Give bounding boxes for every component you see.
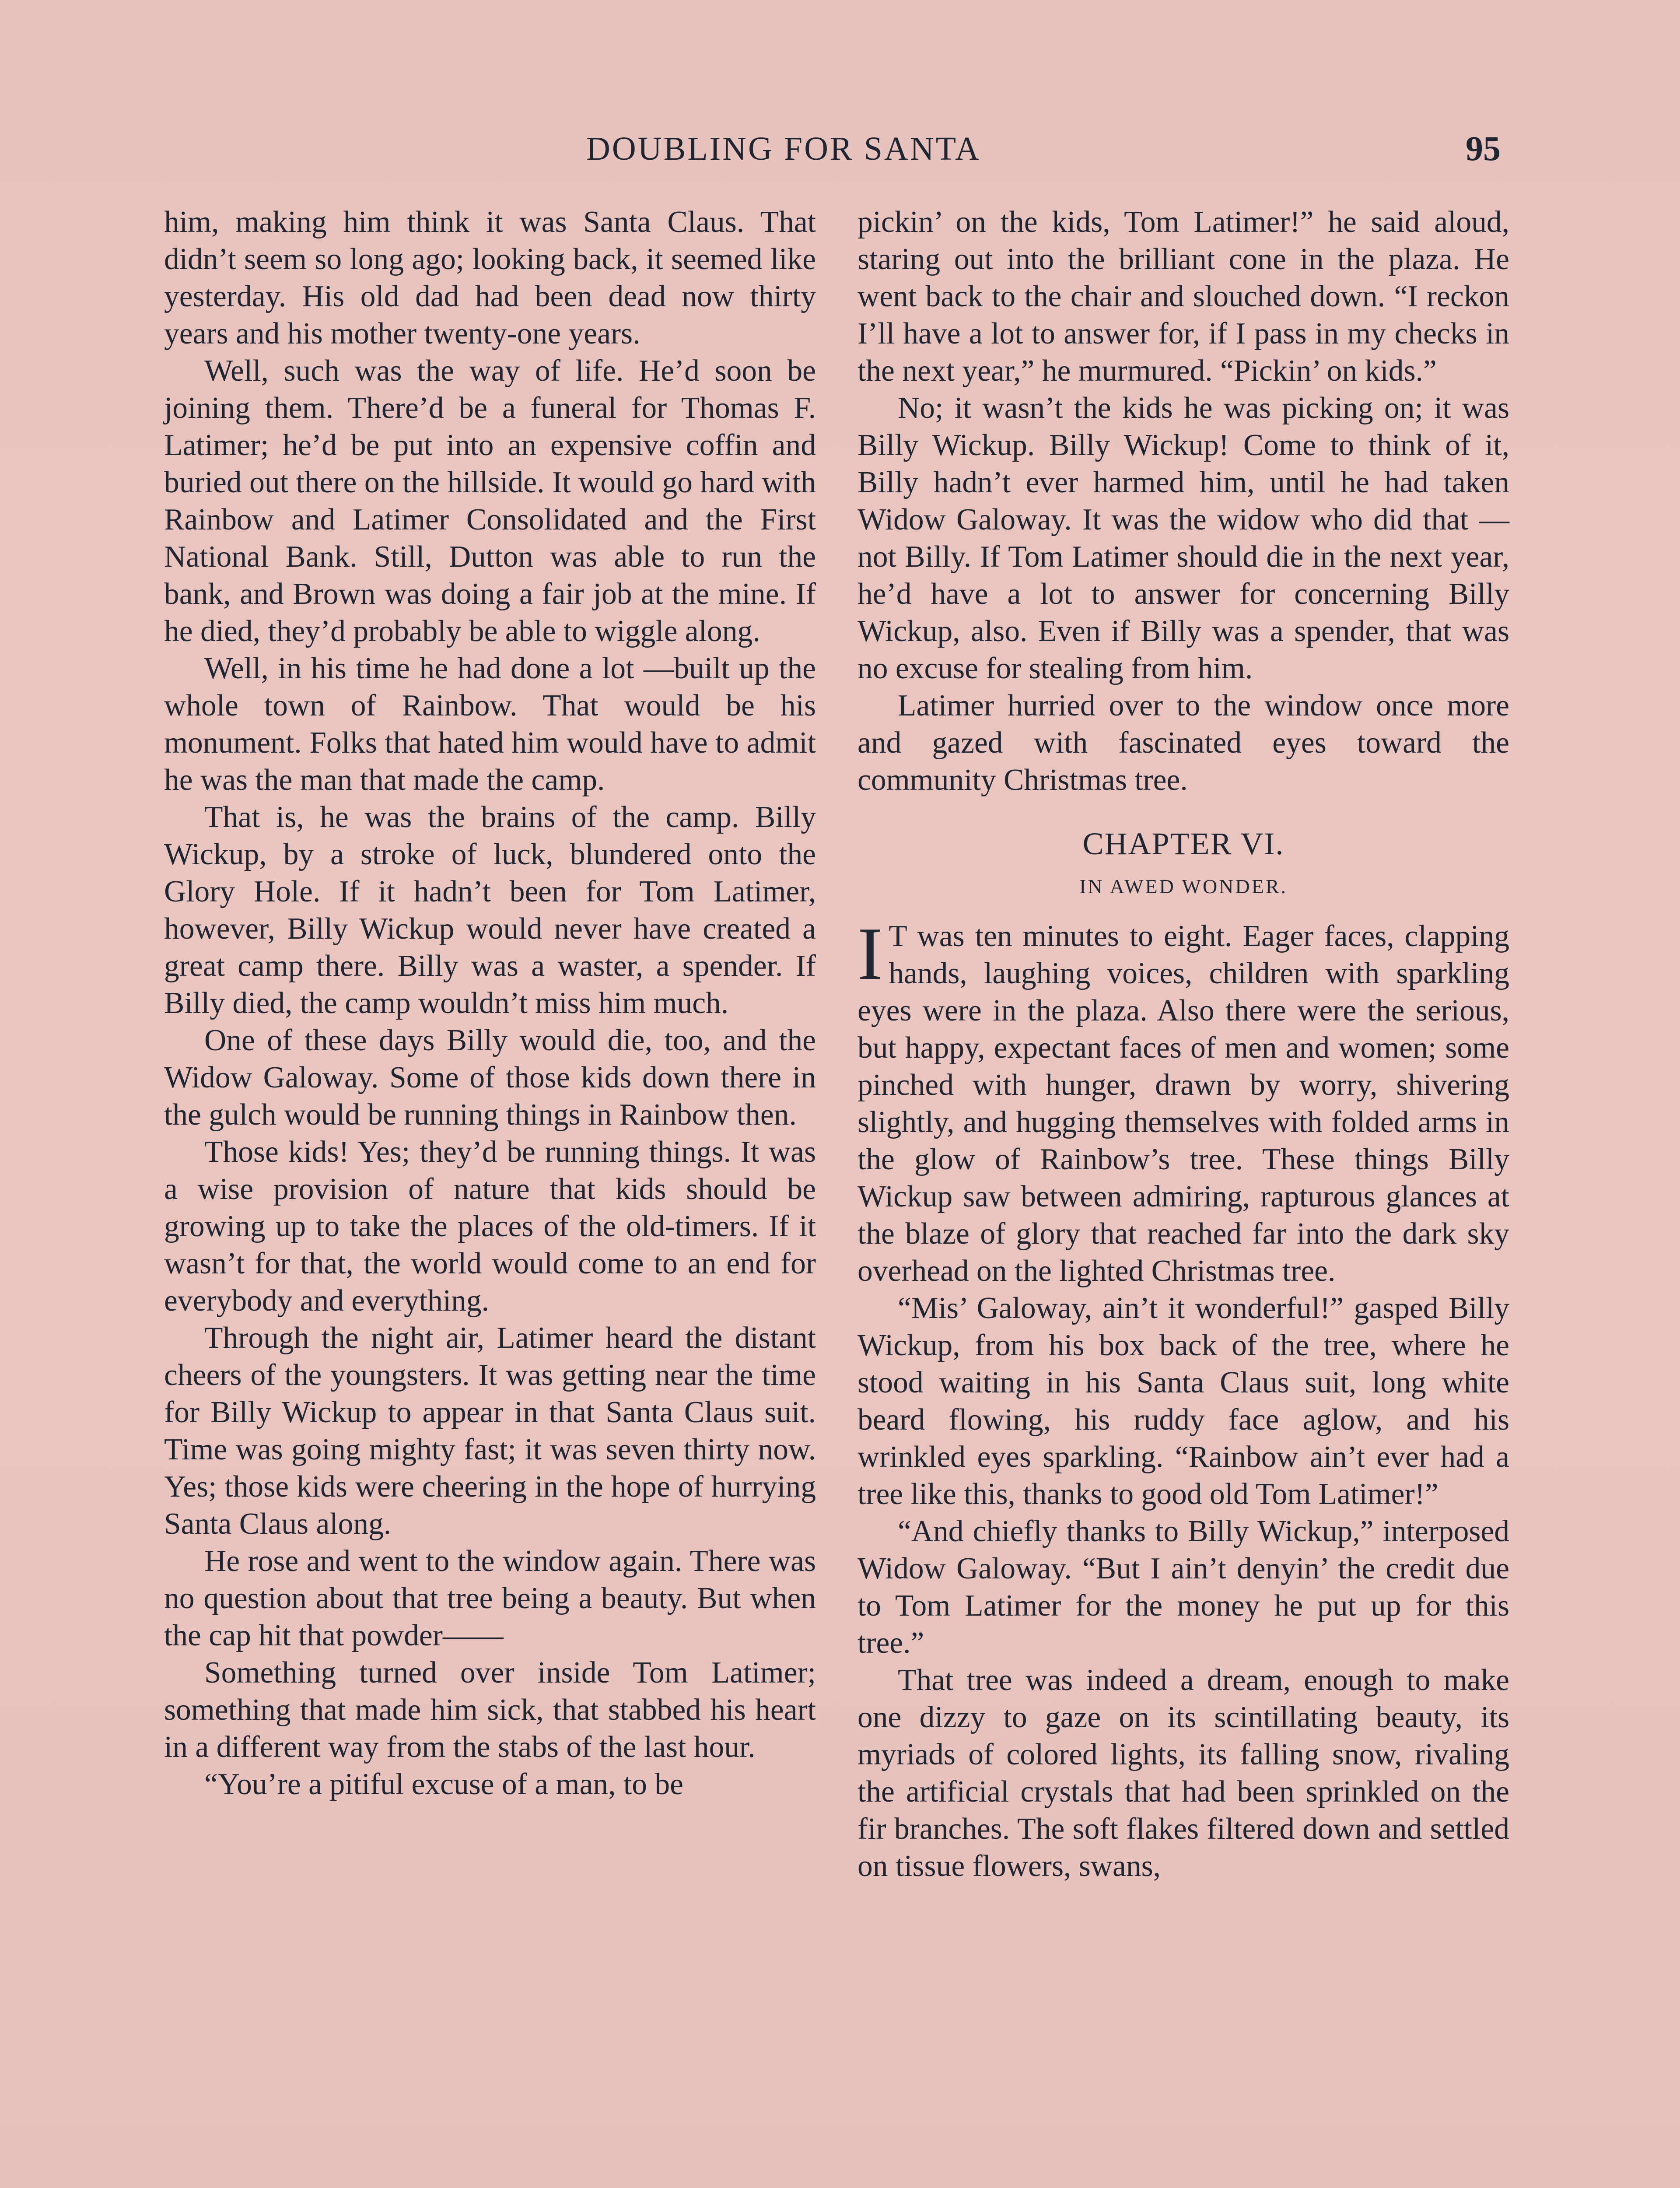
paragraph: Well, in his time he had done a lot —built up the whole town of Rainbow. That would be his monument. Folks that hated him would have to admit he was the man that made the camp. — [164, 652, 816, 797]
paragraph: Those kids! Yes; they’d be running things. It was a wise provision of nature that kids should be growing up to take the places of the old-timers. If it wasn’t for that, the world would come to an end for everybody and everything. — [164, 1135, 816, 1318]
left-column — [164, 203, 816, 1803]
running-head — [0, 127, 1680, 175]
paragraph: pickin’ on the kids, Tom Latimer!” he said aloud, staring out into the brilliant cone in the plaza. He went back to the chair and slouched down. “I reckon I’ll have a lot to answer for, if I pass in my checks in the next year,” he murmured. “Pickin’ on kids.” — [858, 205, 1509, 388]
chapter-title: CHAPTER VI. — [1082, 826, 1284, 861]
opening-text: T was ten minutes to eight. Eager faces, clapping hands, laughing voices, children with sparkling eyes were in the plaza. Also there were the serious, but happy, expectant faces of men and women; some pinched with hunger, drawn by worry, shivering slightly, and hugging themselves with folded arms in the glow of Rainbow’s tree. These things Billy Wickup saw between admiring, rapturous glances at the blaze of glory that reached far into the dark sky overhead on the lighted Christmas tree. — [858, 919, 1509, 1288]
running-title: DOUBLING FOR SANTA — [586, 130, 981, 167]
paragraph: No; it wasn’t the kids he was picking on; it was Billy Wickup. Billy Wickup! Come to think of it, Billy hadn’t ever harmed him, until he had taken Widow Galoway. It was the widow who did that —not Billy. If Tom Latimer should die in the next year, he’d have a lot to answer for concerning Billy Wickup, also. Even if Billy was a spender, that was no excuse for stealing from him. — [858, 391, 1509, 685]
right-column — [858, 203, 1509, 1885]
paragraph: One of these days Billy would die, too, and the Widow Galoway. Some of those kids down there in the gulch would be running things in Rainbow then. — [164, 1024, 816, 1132]
paragraph: That is, he was the brains of the camp. Billy Wickup, by a stroke of luck, blundered onto the Glory Hole. If it hadn’t been for Tom Latimer, however, Billy Wickup would never have created a great camp there. Billy was a waster, a spender. If Billy died, the camp wouldn’t miss him much. — [164, 800, 816, 1020]
paragraph: him, making him think it was Santa Claus. That didn’t seem so long ago; looking back, it seemed like yesterday. His old dad had been dead now thirty years and his mother twenty-one years. — [164, 205, 816, 351]
paragraph: Latimer hurried over to the window once more and gazed with fascinated eyes toward the community Christmas tree. — [858, 689, 1509, 797]
chapter-subtitle: IN AWED WONDER. — [1079, 875, 1288, 898]
paragraph: “You’re a pitiful excuse of a man, to be — [204, 1767, 683, 1801]
paragraph: He rose and went to the window again. There was no question about that tree being a beauty. But when the cap hit that powder—— — [164, 1544, 816, 1652]
paragraph: “Mis’ Galoway, ain’t it wonderful!” gasped Billy Wickup, from his box back of the tree, where he stood waiting in his Santa Claus suit, long white beard flowing, his ruddy face aglow, and his wrinkled eyes sparkling. “Rainbow ain’t ever had a tree like this, thanks to good old Tom Latimer!” — [858, 1291, 1509, 1511]
paragraph: “And chiefly thanks to Billy Wickup,” interposed Widow Galoway. “But I ain’t denyin’ the credit due to Tom Latimer for the money he put up for this tree.” — [858, 1515, 1509, 1660]
paragraph: That tree was indeed a dream, enough to make one dizzy to gaze on its scintillating beauty, its myriads of colored lights, its falling snow, rivaling the artificial crystals that had been sprinkled on the fir branches. The soft flakes filtered down and settled on tissue flowers, swans, — [858, 1663, 1509, 1883]
page-number: 95 — [1466, 130, 1501, 168]
paragraph: Through the night air, Latimer heard the distant cheers of the youngsters. It was getting near the time for Billy Wickup to appear in that Santa Claus suit. Time was going mighty fast; it was seven thirty now. Yes; those kids were cheering in the hope of hurrying Santa Claus along. — [164, 1321, 816, 1541]
paragraph: Something turned over inside Tom Latimer; something that made him sick, that stabbed his heart in a different way from the stabs of the last hour. — [164, 1656, 816, 1764]
opening-paragraph — [858, 912, 1509, 1290]
drop-cap: I — [858, 912, 883, 996]
paragraph: Well, such was the way of life. He’d soon be joining them. There’d be a funeral for Thomas F. Latimer; he’d be put into an expensive coffin and buried out there on the hillside. It would go hard with Rainbow and Latimer Consolidated and the First National Bank. Still, Dutton was able to run the bank, and Brown was doing a fair job at the mine. If he died, they’d probably be able to wiggle along. — [164, 354, 816, 648]
